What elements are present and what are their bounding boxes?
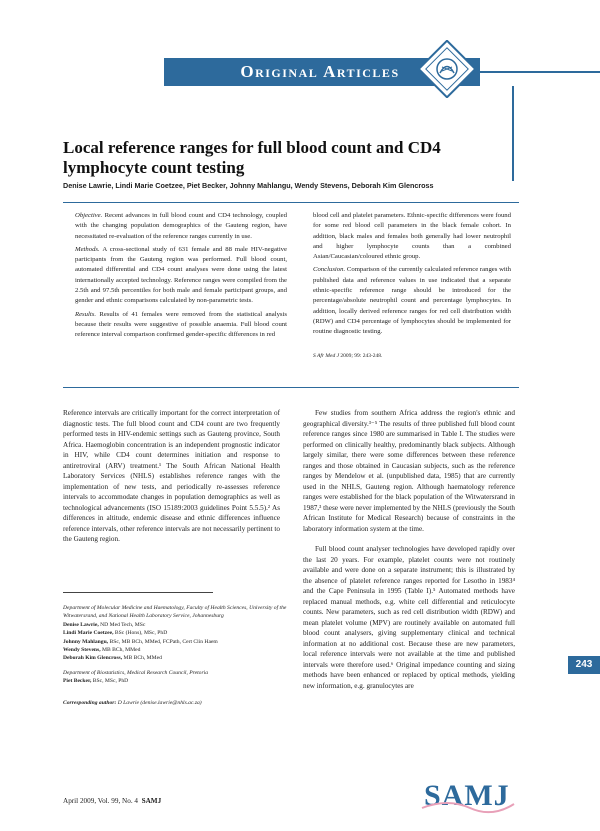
person-credentials: MB BCh, MMed [100,647,141,654]
samj-logo [418,774,516,814]
affiliation-person [63,621,289,629]
person-credentials: BSc, MSc, PhD [91,678,129,685]
affiliation-person [63,646,289,654]
affiliation-person [63,629,289,637]
person-name: Piet Becker, [63,678,92,685]
person-credentials: BSc, MB BCh, MMed, FCPath, Cert Clin Haem [108,638,218,645]
affiliation-people [63,621,289,663]
svg-text:SAMJ: SAMJ [424,779,510,812]
affiliation-divider [63,592,213,593]
affiliation-person [63,638,289,646]
article-authors: Denise Lawrie, Lindi Marie Coetzee, Piet Becker, Johnny Mahlangu, Wendy Stevens, Deborah Kim Glencross [63,181,434,190]
body-paragraph: Full blood count analyser technologies have developed rapidly over the last 20 years. For example, platelet counts were not routinely available and were done on a separate instrument; this is illustrated by the absence of platelet reference ranges reported for Lesotho in 1983⁴ and the Cape Peninsula in 1995 (Table I).⁵ Automated methods have replaced manual methods, e.g. white cell differential and reticulocyte counts. New parameters, such as red cell distribution width (RDW) and mean platelet volume (MPV) are routinely available on automated full blood count analysers, giving supplementary clinical and technical information at no additional cost. Because these are new parameters, local reference intervals were not available at the time and published intervals were therefore used.⁶ Original impedance counting and sizing methods have been enhanced or replaced by optical methods, yielding new information, e.g. granulocytes are [303,545,515,690]
affiliation-people [63,677,289,685]
abstract-right-column [313,211,511,361]
affiliation-person [63,677,289,685]
abstract-box [63,202,519,388]
header-vertical-rule [512,86,514,181]
person-credentials: ND Med Tech, MSc [98,621,146,628]
abstract-results: Results. Results of 41 females were removed from the statistical analysis because their results were suggestive of possible anaemia. Full blood count reference interval comparison confirmed gender-specific differences in red [75,310,287,339]
body-right-column [303,408,515,691]
corresponding-author: Corresponding author: D Lawrie (denise.lawrie@nhls.ac.za) [63,700,202,706]
article-title: Local reference ranges for full blood count and CD4 lymphocyte count testing [63,138,441,177]
person-name: Denise Lawrie, [63,621,99,628]
abstract-results-cont: blood cell and platelet parameters. Ethnic-specific differences were found for some red blood cell parameters in the black female cohort. In addition, black males and females both generally had lower neutrophil and higher lymphocyte counts than a combined Asian/Caucasian/coloured ethnic group. [313,212,511,261]
affiliations [63,604,289,692]
affiliation-department: Department of Molecular Medicine and Haematology, Faculty of Health Sciences, University of the Witwatersrand, and National Health Laboratory Service, Johannesburg [63,605,287,620]
section-title: Original Articles [240,62,400,81]
footer: April 2009, Vol. 99, No. 4 SAMJ [63,797,162,805]
abstract-conclusion: Conclusion. Comparison of the currently calculated reference ranges with published data and reference values in use indicated that a separate ethnic-specific reference range should be introduced for the percentage/absolute neutrophil count and percentage lymphocytes. In addition, locally derived reference ranges for red cell distribution width (RDW) and CD4 percentage of lymphocytes should be implemented for routine diagnostic testing. [313,266,511,336]
person-name: Deborah Kim Glencross, [63,655,123,662]
person-credentials: MB BCh, MMed [122,655,162,662]
page-number: 243 [568,656,600,674]
abstract-objective: Objective. Recent advances in full blood count and CD4 technology, coupled with the changing population demographics of the Gauteng region, have necessitated re-evaluation of the reference ranges currently in use. [75,212,287,240]
body-left-column: Reference intervals are critically important for the correct interpretation of diagnostic tests. The full blood count and CD4 count are two frequently performed tests in HIV-endemic settings such as Gauteng province, South Africa. Haemoglobin concentration is an independent prognostic indicator in HIV, while CD4 count determines initiation and response to antiretroviral (ARV) treatment.¹ The South African National Health Laboratory Services (NHLS) establishes reference ranges with the implementation of new tests, and periodically re-assesses reference intervals to accommodate changes in population demographics as well as technological advancements (ISO 15189:2003 guidelines Point 5.5.5).² As differences in altitude, endemic disease and ethnic differences influence reference intervals, other reference intervals are not necessarily pertinent to the Gauteng region. [63,409,280,543]
affiliation-person [63,654,289,662]
header-rule [480,71,600,73]
abstract-citation: S Afr Med J 2009; 99: 243-248. [313,352,383,359]
abstract-left-column [75,211,287,344]
person-name: Johnny Mahlangu, [63,638,109,645]
affiliation-department: Department of Biostatistics, Medical Research Council, Pretoria [63,669,209,676]
person-name: Lindi Marie Coetzee, [63,630,114,637]
person-name: Wendy Stevens, [63,647,101,654]
abstract-methods: Methods. A cross-sectional study of 631 female and 88 male HIV-negative participants from the Gauteng region was performed. Full blood count, automated differential and CD4 count analyses were done using the latest internationally accepted technology. Reference ranges were compiled from the 2.5th and 97.5th percentiles for both male and female participant groups, and gender and ethnic comparisons calculated by non-parametric tests. [75,245,287,305]
body-paragraph: Few studies from southern Africa address the region's ethnic and geographical diversity.³⁻⁵ The results of three published full blood count reference ranges since 1980 are summarised in Table I. The studies were performed on clinically healthy, predominantly black subjects. Although largely similar, there were some differences between these reference ranges and those obtained in Caucasian subjects, such as the reference ranges by Mendelow et al. (unpublished data, 1985) that are currently used in the NHLS, Gauteng region. Although haematology reference ranges were established for the black population of the Witwatersrand in 1987,³ these were never implemented by the NHLS (previously the South African Institute for Medical Research) because of constraints in the laboratory information system at the time. [303,409,515,533]
person-credentials: BSc (Hons), MSc, PhD [113,630,168,637]
journal-emblem-icon [418,40,476,98]
